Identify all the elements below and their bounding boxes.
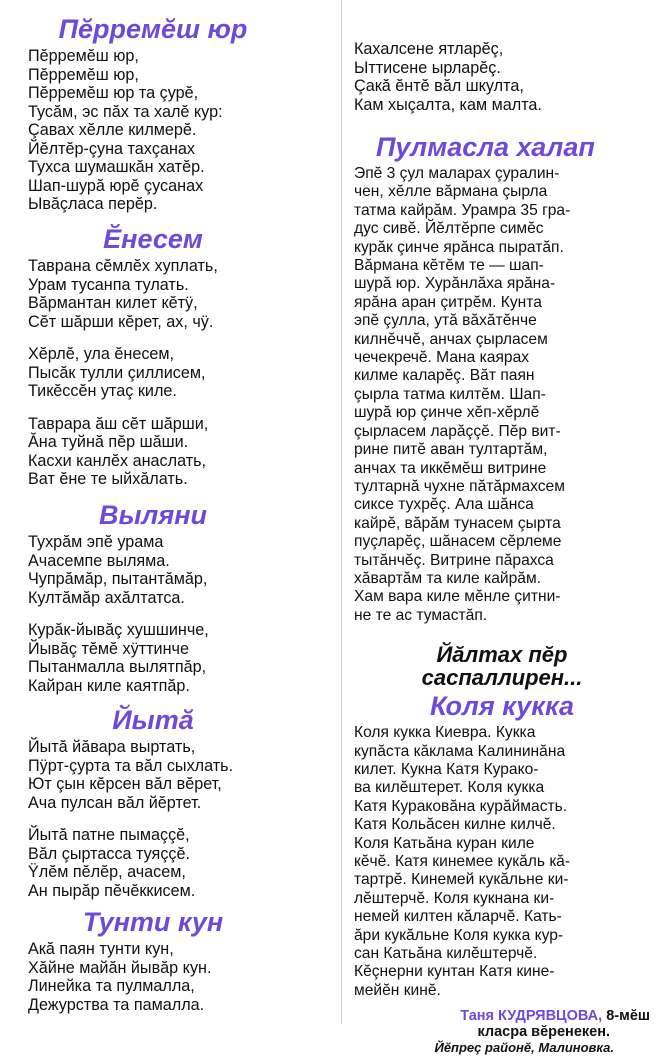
story-line: çырла татма килтĕм. Шап- (354, 385, 546, 403)
story2-line: ăри кукăльне Коля кукка кур- (354, 926, 564, 944)
poem-title: Ĕнесем (103, 224, 203, 254)
poem-line: Ват ĕне те ыйхăлать. (28, 470, 188, 488)
story-line: чечекречĕ. Мана каярах (354, 349, 530, 367)
story-line: килнĕччĕ, анчах çырласем (354, 330, 548, 348)
story2-line: Коля Катьăна куран киле (354, 834, 535, 852)
poem-line: Ÿлĕм пĕлĕр, ачасем, (28, 863, 186, 881)
poem-section (28, 224, 278, 489)
poem-line: Тухрăм эпĕ урама (28, 533, 164, 551)
story2-line: Кĕçнерни кунтан Катя кине- (354, 963, 555, 981)
story-line: рине питĕ аван тултартăм, (354, 441, 548, 459)
poem-line: Ăна туйнă пĕр шăши. (28, 433, 189, 451)
story-line: ярăна аран çитрĕм. Кунта (354, 293, 542, 311)
story2-line: мейĕн кинĕ. (354, 981, 441, 999)
author-name: Таня КУДРЯВЦОВА, (460, 1008, 603, 1025)
poem-line: Ачасемпе вылямa. (28, 551, 170, 570)
poem-line: Пÿрт-çурта та вăл сыхлать. (28, 756, 234, 775)
story2-line: кĕчĕ. Катя кинемее кукăль кă- (354, 853, 571, 870)
story2-line: немей килтен кăларчĕ. Кать- (354, 908, 562, 926)
poem-line: Йытă йăвара выртать, (28, 738, 196, 756)
story-line: не те ас тумастăп. (354, 606, 488, 624)
story-line: çырласем ларăççĕ. Пĕр вит- (354, 422, 561, 440)
poem-line: Çакă ĕнтĕ вăл шкулта, (354, 77, 524, 95)
poem-line: Хăйне майăн йывăр кун. (28, 958, 212, 977)
poem-line: Сĕт шăрши кĕрет, ах, чÿ. (28, 312, 214, 331)
story2-body (354, 724, 650, 1000)
poem-section (28, 500, 278, 695)
story-line: татма кайрăм. Урамра 35 гра- (354, 201, 571, 219)
poem-line: Ют çын кĕрсен вăл вĕрет, (28, 775, 222, 793)
story2-line: Катя Кураковăна курăймасть. (354, 797, 568, 815)
story2-line: килет. Кукна Катя Курако- (354, 760, 539, 778)
poem-line: Хĕрлĕ, ула ĕнесем, (28, 345, 175, 363)
poem-continuation (354, 40, 650, 114)
story-line: тултарнă чухне пăтăрмахсем (354, 477, 565, 495)
poem-line: Урам тусанпа тулать. (28, 275, 189, 294)
poem-line: Курăк-йывăç хушшинче, (28, 621, 209, 639)
story2-line: лĕштерчĕ. Коля кукнана ки- (354, 889, 555, 907)
story2-line: Коля кукка Киевра. Кукка (354, 724, 536, 742)
poem-line: Чупрăмăр, пытантăмăр, (28, 570, 208, 588)
story-title: Пулмасла халап (376, 132, 595, 162)
author-class: класра вĕренекен. (477, 1024, 610, 1041)
poem-title: Йытă (112, 705, 194, 735)
author-credit (354, 1008, 650, 1024)
poem-line: Ача пулсан вăл йĕртет. (28, 793, 202, 812)
poem-line: Тикĕссĕн утаç киле. (28, 382, 177, 400)
story2-line: ва килĕштерет. Коля кукка (354, 779, 545, 797)
poem-line: Ывăçласа перĕр. (28, 195, 158, 213)
story-line: курăк çинче ярăнса пыратăп. (354, 238, 564, 256)
poem-line: Култăмăр ахăлтатса. (28, 588, 185, 607)
poem-line: Шап-шурă юрĕ çусанах (28, 176, 204, 195)
story-line: хăвартăм та киле кайрăм. (354, 569, 542, 587)
story-line: сиксе тухрĕç. Ала шăнса (354, 496, 534, 514)
poem-line: Касхи канлĕх анаслать, (28, 451, 207, 470)
poem-line: Таврана сĕмлĕх хуплать, (28, 257, 218, 275)
poem-line: Пĕрремĕш юр, (28, 65, 139, 84)
subheading-line: Йăлтах пĕр (436, 642, 568, 668)
story-line: килме каларĕç. Вăт паян (354, 367, 535, 385)
poem-line: Вăл çыртасса туяççĕ. (28, 844, 191, 863)
column-divider (341, 0, 342, 1024)
poem-line: Кам хыçалта, кам малта. (354, 95, 542, 114)
story-line: кайрĕ, вăрăм тунасем çырта (354, 514, 561, 532)
poem-line: Пытанмалла вылятпăр, (28, 658, 207, 676)
story-line: анчах та иккĕмĕш витрине (354, 459, 547, 477)
poem-title: Выляни (98, 500, 208, 530)
story2-line: тартрĕ. Кинемей кукăльне ки- (354, 871, 569, 889)
story-line: Эпĕ 3 çул маларах çуралин- (354, 165, 560, 182)
right-column (354, 0, 650, 1056)
poem-line: Кахалсене ятларĕç, (354, 40, 504, 58)
poem-line: Йĕлтĕр-çуна тахçанах (28, 139, 195, 158)
poem-line: Çавах хĕлле килмерĕ. (28, 121, 197, 139)
author-grade: 8-мĕш (602, 1008, 650, 1025)
story2-title: Коля кукка (429, 691, 574, 722)
poem-line: Пĕрремĕш юр та çурĕ, (28, 84, 199, 102)
story2-subheading (354, 643, 650, 689)
poem-title: Тунти кун (82, 907, 224, 937)
subheading-line: саспаллирен... (421, 665, 583, 691)
story2-line: купăста кăклама Калининăна (354, 742, 566, 760)
story-line: шурă юр. Хурăнлăха ярăна- (354, 275, 556, 293)
poem-line: Тухса шумашкăн хатĕр. (28, 158, 205, 176)
author-place: Йĕпреç районĕ, Малиновка. (434, 1040, 614, 1056)
story-line: шурă юр çинче хĕп-хĕрлĕ (354, 404, 540, 422)
story-line: дус сивĕ. Йĕлтĕрпе симĕс (354, 220, 544, 238)
poem-line: Йывăç тĕмĕ хÿттинче (28, 639, 189, 658)
poem-title: Пĕрремĕш юр (58, 14, 248, 44)
poem-line: Вăрмантан килет кĕтÿ, (28, 294, 198, 312)
story-line: эпĕ çулла, утă вăхăтĕнче (354, 312, 537, 330)
poem-line: Акă паян тунти кун, (28, 940, 174, 958)
poem-section (28, 14, 278, 214)
story-line: пуçларĕç, шăнасем сĕрлеме (354, 533, 562, 551)
story-body (354, 165, 650, 625)
poem-line: Таврара ăш сĕт шăрши, (28, 414, 209, 433)
poem-line: Дежурства та памалла. (28, 995, 205, 1014)
poem-line: Кайран киле каятпăр. (28, 676, 190, 695)
story2-line: сан Катьăна килĕштерчĕ. (354, 945, 538, 963)
poem-line: Пысăк тулли çиллисем, (28, 363, 206, 382)
poem-line: Ыттисене ырларĕç. (354, 58, 501, 77)
poem-line: Ан пырăр пĕчĕккисем. (28, 881, 196, 900)
story-line: чен, хĕлле вăрмана çырла (354, 183, 548, 201)
poem-section (28, 907, 278, 1014)
poem-line: Линейка та пулмалла, (28, 977, 195, 995)
poem-line: Пĕрремĕш юр, (28, 47, 139, 65)
poem-line: Йытă патне пымаççĕ, (28, 826, 190, 844)
story2-line: Катя Кольăсен килне килчĕ. (354, 816, 556, 834)
poem-line: Тусăм, эс пăх та халĕ кур: (28, 102, 223, 121)
story-line: Хам вара киле мĕнле çитни- (354, 588, 561, 606)
story-line: тытăнчĕç. Витрине пăрахса (354, 551, 554, 569)
poem-section (28, 705, 278, 900)
story-line: Вăрмана кĕтĕм те — шап- (354, 257, 544, 275)
